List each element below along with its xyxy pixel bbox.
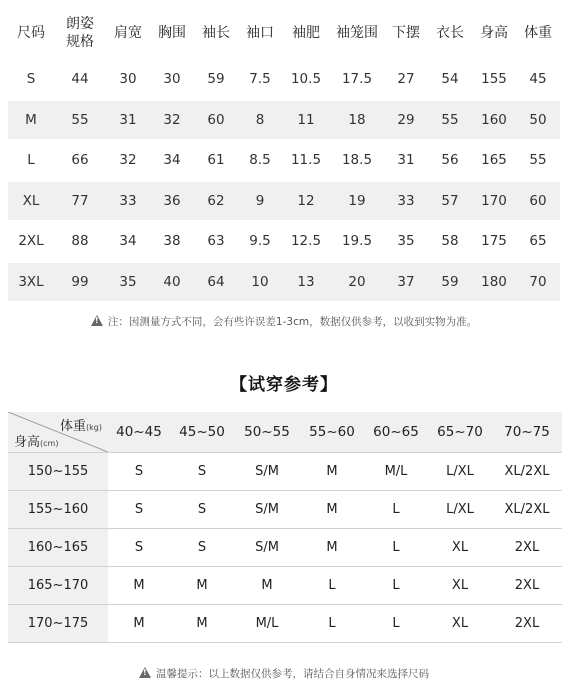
recommended-size-cell: M/L — [234, 605, 300, 643]
size-value-cell: 62 — [194, 181, 238, 222]
size-value-cell: 9 — [238, 181, 282, 222]
size-value-cell: 160 — [472, 100, 516, 141]
recommended-size-cell: XL/2XL — [492, 453, 562, 491]
fit-table-corner — [8, 412, 108, 453]
height-axis-label: 身高(cm) — [14, 435, 59, 450]
size-value-cell: 60 — [516, 181, 560, 222]
recommended-size-cell: L — [364, 605, 428, 643]
recommended-size-cell: S — [108, 491, 170, 529]
recommended-size-cell: L — [364, 529, 428, 567]
recommended-size-cell: M — [170, 567, 234, 605]
size-row — [8, 60, 560, 100]
size-value-cell: 60 — [194, 100, 238, 141]
weight-range-header: 70~75 — [492, 412, 562, 453]
warning-icon — [139, 667, 151, 678]
header-cell: 肩宽 — [106, 6, 150, 60]
header-cell: 胸围 — [150, 6, 194, 60]
size-label-cell: 2XL — [8, 221, 54, 262]
recommended-size-cell: S — [170, 529, 234, 567]
recommended-size-cell: 2XL — [492, 529, 562, 567]
recommended-size-cell: M — [300, 491, 364, 529]
size-label-cell: L — [8, 140, 54, 181]
header-cell: 朗姿规格 — [54, 6, 106, 60]
recommended-size-cell: L — [364, 567, 428, 605]
recommended-size-cell: L — [300, 605, 364, 643]
size-value-cell: 18 — [330, 100, 384, 141]
size-value-cell: 19 — [330, 181, 384, 222]
size-table — [8, 6, 560, 303]
size-value-cell: 36 — [150, 181, 194, 222]
height-range-cell: 150~155 — [8, 453, 108, 491]
weight-range-header: 65~70 — [428, 412, 492, 453]
size-value-cell: 30 — [106, 60, 150, 100]
size-value-cell: 34 — [106, 221, 150, 262]
header-cell: 尺码 — [8, 6, 54, 60]
height-range-cell: 155~160 — [8, 491, 108, 529]
size-value-cell: 57 — [428, 181, 472, 222]
size-value-cell: 20 — [330, 262, 384, 303]
header-cell: 袖长 — [194, 6, 238, 60]
fit-reference-table — [8, 412, 562, 643]
size-value-cell: 18.5 — [330, 140, 384, 181]
size-value-cell: 45 — [516, 60, 560, 100]
recommended-size-cell: M — [108, 567, 170, 605]
size-label-cell: S — [8, 60, 54, 100]
size-value-cell: 63 — [194, 221, 238, 262]
size-value-cell: 9.5 — [238, 221, 282, 262]
recommended-size-cell: L — [300, 567, 364, 605]
recommended-size-cell: S — [170, 453, 234, 491]
fit-row — [8, 567, 562, 605]
size-value-cell: 8 — [238, 100, 282, 141]
size-value-cell: 13 — [282, 262, 330, 303]
size-value-cell: 30 — [150, 60, 194, 100]
height-range-cell: 170~175 — [8, 605, 108, 643]
weight-axis-label: 体重(kg) — [60, 419, 102, 434]
recommended-size-cell: XL — [428, 605, 492, 643]
fit-table-header-row — [8, 412, 562, 453]
size-value-cell: 33 — [106, 181, 150, 222]
measurement-note — [0, 314, 568, 329]
header-cell: 袖肥 — [282, 6, 330, 60]
size-value-cell: 29 — [384, 100, 428, 141]
size-value-cell: 12 — [282, 181, 330, 222]
size-value-cell: 88 — [54, 221, 106, 262]
recommended-size-cell: XL/2XL — [492, 491, 562, 529]
recommended-size-cell: 2XL — [492, 605, 562, 643]
size-row — [8, 140, 560, 181]
fit-row — [8, 491, 562, 529]
size-value-cell: 77 — [54, 181, 106, 222]
size-value-cell: 50 — [516, 100, 560, 141]
size-value-cell: 65 — [516, 221, 560, 262]
header-cell: 衣长 — [428, 6, 472, 60]
recommended-size-cell: M — [234, 567, 300, 605]
size-row — [8, 181, 560, 222]
size-value-cell: 31 — [106, 100, 150, 141]
fit-tip-text: 温馨提示：以上数据仅供参考，请结合自身情况来选择尺码 — [156, 668, 429, 680]
fit-tip-note — [0, 666, 568, 681]
fit-row — [8, 605, 562, 643]
height-range-cell: 160~165 — [8, 529, 108, 567]
size-value-cell: 44 — [54, 60, 106, 100]
size-value-cell: 17.5 — [330, 60, 384, 100]
size-value-cell: 8.5 — [238, 140, 282, 181]
size-label-cell: 3XL — [8, 262, 54, 303]
size-value-cell: 38 — [150, 221, 194, 262]
size-value-cell: 55 — [516, 140, 560, 181]
header-cell: 身高 — [472, 6, 516, 60]
size-value-cell: 33 — [384, 181, 428, 222]
size-value-cell: 32 — [150, 100, 194, 141]
header-cell: 下摆 — [384, 6, 428, 60]
recommended-size-cell: S — [108, 529, 170, 567]
fit-row — [8, 529, 562, 567]
size-value-cell: 54 — [428, 60, 472, 100]
size-value-cell: 19.5 — [330, 221, 384, 262]
size-value-cell: 12.5 — [282, 221, 330, 262]
fit-row — [8, 453, 562, 491]
size-value-cell: 35 — [106, 262, 150, 303]
size-value-cell: 61 — [194, 140, 238, 181]
size-value-cell: 55 — [54, 100, 106, 141]
height-range-cell: 165~170 — [8, 567, 108, 605]
size-value-cell: 99 — [54, 262, 106, 303]
size-value-cell: 55 — [428, 100, 472, 141]
recommended-size-cell: XL — [428, 529, 492, 567]
size-label-cell: XL — [8, 181, 54, 222]
size-table-header-row — [8, 6, 560, 60]
recommended-size-cell: S — [108, 453, 170, 491]
recommended-size-cell: S/M — [234, 529, 300, 567]
size-value-cell: 165 — [472, 140, 516, 181]
weight-range-header: 50~55 — [234, 412, 300, 453]
measurement-note-text: 注：因测量方式不同，会有些许误差1-3cm，数据仅供参考，以收到实物为准。 — [107, 316, 478, 328]
warning-icon — [91, 315, 103, 326]
header-cell: 袖笼围 — [330, 6, 384, 60]
recommended-size-cell: M — [170, 605, 234, 643]
size-value-cell: 27 — [384, 60, 428, 100]
header-cell: 体重 — [516, 6, 560, 60]
weight-range-header: 55~60 — [300, 412, 364, 453]
size-row — [8, 262, 560, 303]
size-value-cell: 180 — [472, 262, 516, 303]
recommended-size-cell: S/M — [234, 491, 300, 529]
size-value-cell: 35 — [384, 221, 428, 262]
recommended-size-cell: L/XL — [428, 491, 492, 529]
recommended-size-cell: S — [170, 491, 234, 529]
size-row — [8, 221, 560, 262]
fit-reference-title: 【试穿参考】 — [230, 375, 338, 395]
size-value-cell: 58 — [428, 221, 472, 262]
size-value-cell: 40 — [150, 262, 194, 303]
size-value-cell: 59 — [194, 60, 238, 100]
recommended-size-cell: M/L — [364, 453, 428, 491]
size-value-cell: 32 — [106, 140, 150, 181]
recommended-size-cell: M — [300, 529, 364, 567]
recommended-size-cell: M — [108, 605, 170, 643]
size-value-cell: 56 — [428, 140, 472, 181]
size-row — [8, 100, 560, 141]
size-value-cell: 70 — [516, 262, 560, 303]
size-label-cell: M — [8, 100, 54, 141]
size-value-cell: 7.5 — [238, 60, 282, 100]
size-value-cell: 10 — [238, 262, 282, 303]
size-value-cell: 155 — [472, 60, 516, 100]
size-value-cell: 10.5 — [282, 60, 330, 100]
recommended-size-cell: 2XL — [492, 567, 562, 605]
size-value-cell: 11 — [282, 100, 330, 141]
recommended-size-cell: XL — [428, 567, 492, 605]
weight-range-header: 40~45 — [108, 412, 170, 453]
recommended-size-cell: L — [364, 491, 428, 529]
size-value-cell: 34 — [150, 140, 194, 181]
header-cell: 袖口 — [238, 6, 282, 60]
recommended-size-cell: L/XL — [428, 453, 492, 491]
size-value-cell: 31 — [384, 140, 428, 181]
weight-range-header: 60~65 — [364, 412, 428, 453]
weight-range-header: 45~50 — [170, 412, 234, 453]
size-value-cell: 11.5 — [282, 140, 330, 181]
recommended-size-cell: M — [300, 453, 364, 491]
size-value-cell: 37 — [384, 262, 428, 303]
size-value-cell: 170 — [472, 181, 516, 222]
size-value-cell: 64 — [194, 262, 238, 303]
size-value-cell: 66 — [54, 140, 106, 181]
size-value-cell: 59 — [428, 262, 472, 303]
recommended-size-cell: S/M — [234, 453, 300, 491]
size-value-cell: 175 — [472, 221, 516, 262]
